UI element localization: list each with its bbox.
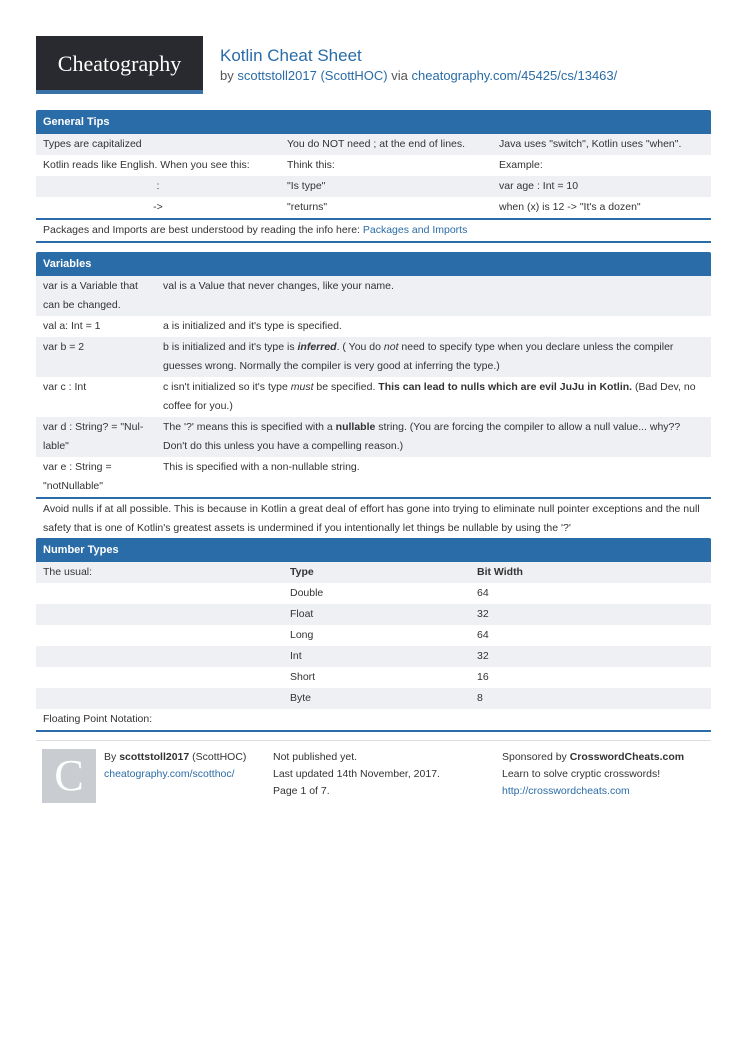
cell: Kotlin reads like English. When you see this: — [43, 159, 250, 171]
cell — [156, 377, 711, 417]
text: c isn't initialized so it's type — [163, 381, 291, 393]
via-label: via — [391, 68, 408, 83]
table-row — [36, 134, 711, 155]
cell: 32 — [477, 650, 489, 662]
sponsor-info — [502, 749, 684, 800]
section-heading: Number Types — [36, 538, 711, 562]
by-label: By — [104, 751, 117, 763]
section-heading: Variables — [36, 252, 711, 276]
cell: var age : Int = 10 — [499, 180, 579, 192]
packages-link[interactable]: Packages and Imports — [362, 224, 468, 236]
emphasis: inferred — [297, 341, 337, 353]
cell: 8 — [477, 692, 483, 704]
table-row — [36, 316, 711, 337]
cell: The usual: — [43, 566, 93, 578]
number-types-section — [36, 538, 711, 732]
cell: var c : Int — [43, 381, 87, 393]
publish-status: Not published yet. — [273, 751, 358, 763]
packages-note-text: Packages and Imports are best understood by reading the info here: — [43, 224, 360, 236]
table-row — [36, 709, 711, 732]
emphasis: not — [383, 341, 399, 353]
text: The '?' means this is specified with a — [163, 421, 336, 433]
variables-section — [36, 252, 711, 541]
table-row — [36, 646, 711, 667]
footer-author: scottstoll2017 — [119, 751, 190, 763]
cell: 64 — [477, 587, 489, 599]
cell: Byte — [290, 692, 312, 704]
cell: This is specified with a non-nullable string. — [163, 461, 360, 473]
emphasis: nullable — [335, 421, 376, 433]
cell: val a: Int = 1 — [43, 320, 101, 332]
cell: "returns" — [287, 201, 328, 213]
sponsor-tagline: Learn to solve cryptic crosswords! — [502, 768, 661, 780]
last-updated: Last updated 14th November, 2017. — [273, 768, 440, 780]
author-url-link[interactable]: cheatography.com/scotthoc/ — [104, 768, 235, 780]
cell: val is a Value that never changes, like your name. — [163, 280, 394, 292]
sponsor-name: CrosswordCheats.com — [569, 751, 685, 763]
cell: Example: — [499, 159, 543, 171]
cell: "Is type" — [287, 180, 326, 192]
cell: Java uses "switch", Kotlin uses "when". — [499, 138, 682, 150]
by-label: by — [220, 68, 234, 83]
emphasis: must — [290, 381, 314, 393]
text: string. (You are forcing the compiler to allow a null value... why?? Don't do this unless you have a compelling reason.) — [163, 421, 681, 452]
cell: Think this: — [287, 159, 335, 171]
publish-info — [273, 749, 440, 800]
cell: var d : String? = "Nullable" — [43, 421, 144, 452]
emphasis: This can lead to nulls which are evil JuJu in Kotlin. — [378, 381, 633, 393]
cell: Long — [290, 629, 314, 641]
table-row — [36, 337, 711, 377]
table-row — [36, 417, 711, 457]
table-row — [36, 583, 711, 604]
avatar: C — [42, 749, 96, 803]
cell: Int — [290, 650, 302, 662]
author-info — [104, 749, 246, 783]
nulls-note: Avoid nulls if at all possible. This is because in Kotlin a great deal of effort has gone into trying to eliminate null pointer exceptions and the null safety that is one of Kotlin's greatest assets is undermined if you intentionally let things be nullable by using the '?' — [36, 497, 711, 541]
cell: -> — [153, 201, 163, 213]
column-header: Type — [290, 566, 314, 578]
sponsored-label: Sponsored by — [502, 751, 567, 763]
packages-note — [36, 218, 711, 243]
page-footer — [36, 740, 711, 800]
table-row — [36, 197, 711, 218]
cell: var is a Variable that can be changed. — [43, 280, 138, 311]
cheatography-logo[interactable]: Cheatography — [36, 36, 203, 94]
sponsor-link[interactable]: http://crosswordcheats.com — [502, 785, 630, 797]
cell: 16 — [477, 671, 489, 683]
cell: You do NOT need ; at the end of lines. — [287, 138, 466, 150]
floating-point-label: Floating Point Notation: — [43, 713, 153, 725]
cell: var b = 2 — [43, 341, 85, 353]
text: b is initialized and it's type is — [163, 341, 298, 353]
sheet-url-link[interactable]: cheatography.com/45425/cs/13463/ — [411, 68, 618, 83]
table-row — [36, 377, 711, 417]
text: need to specify type when you declare unless the compiler guesses wrong. Normally the compiler is very good at inferring the type.) — [163, 341, 674, 372]
table-row — [36, 562, 711, 583]
cell: Double — [290, 587, 324, 599]
cell: : — [156, 180, 160, 192]
cell: var e : String = "notNullable" — [43, 461, 112, 492]
table-row — [36, 155, 711, 176]
cell: when (x) is 12 -> "It's a dozen" — [499, 201, 641, 213]
table-row — [36, 688, 711, 709]
table-row — [36, 176, 711, 197]
cell: 32 — [477, 608, 489, 620]
cell — [156, 337, 711, 377]
text: be specified. — [313, 381, 379, 393]
section-heading: General Tips — [36, 110, 711, 134]
author-link[interactable]: scottstoll2017 (ScottHOC) — [237, 68, 388, 83]
page-number: Page 1 of 7. — [273, 785, 330, 797]
page-title: Kotlin Cheat Sheet — [220, 46, 362, 65]
cell: Types are capitalized — [43, 138, 142, 150]
table-row — [36, 276, 711, 316]
byline — [220, 68, 617, 83]
general-tips-section — [36, 110, 711, 243]
cell: Short — [290, 671, 316, 683]
footer-handle: (ScottHOC) — [192, 751, 247, 763]
table-row — [36, 457, 711, 497]
cell: Float — [290, 608, 314, 620]
cell — [156, 417, 711, 457]
table-row — [36, 625, 711, 646]
table-row — [36, 604, 711, 625]
cell: 64 — [477, 629, 489, 641]
text: (Bad Dev, no coffee for you.) — [163, 381, 696, 412]
table-row — [36, 667, 711, 688]
column-header: Bit Width — [477, 566, 523, 578]
cell: a is initialized and it's type is specified. — [163, 320, 342, 332]
text: . ( You do — [336, 341, 384, 353]
